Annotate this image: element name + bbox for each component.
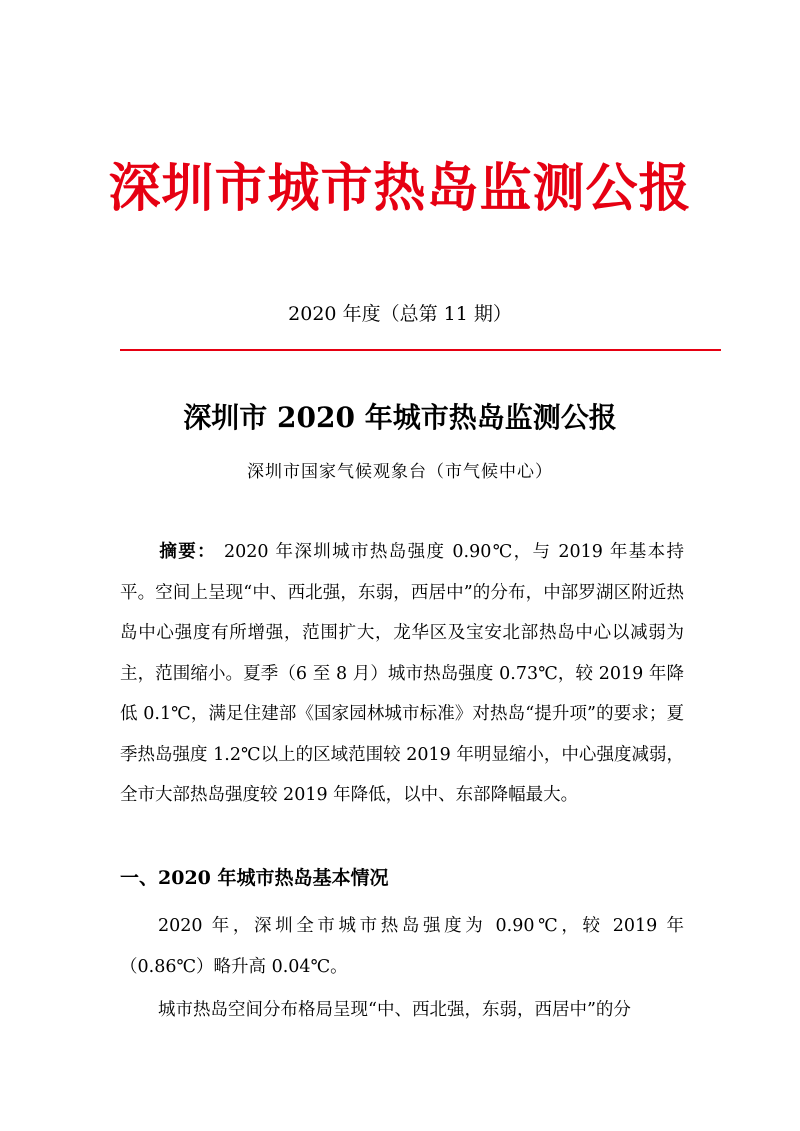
body-paragraph: 城市热岛空间分布格局呈现“中、西北强，东弱，西居中”的分 xyxy=(158,1000,631,1020)
abstract-paragraph xyxy=(120,532,684,816)
section-heading: 一、2020 年城市热岛基本情况 xyxy=(120,867,389,889)
abstract-label: 摘要： xyxy=(158,542,217,562)
report-title: 深圳市 2020 年城市热岛监测公报 xyxy=(183,401,617,434)
author-organization: 深圳市国家气候观象台（市气候中心） xyxy=(247,462,553,482)
main-title: 深圳市城市热岛监测公报 xyxy=(108,158,692,219)
abstract-text: 2020 年深圳城市热岛强度 0.90℃，与 2019 年基本持平。空间上呈现“中、西北强，东弱，西居中”的分布，中部罗湖区附近热岛中心强度有所增强，范围扩大，龙华区及宝安北部热岛中心以减弱为主，范围缩小。夏季（6 至 8 月）城市热岛强度 0.73℃，较 2019 年降低 0.1℃，满足住建部《国家园林城市标准》对热岛“提升项”的要求；夏季热岛强度 1.2℃以上的区域范围较 2019 年明显缩小，中心强度减弱，全市大部热岛强度较 2019 年降低，以中、东部降幅最大。 xyxy=(120,542,684,805)
body-paragraph: 2020 年，深圳全市城市热岛强度为 0.90℃，较 2019 年（0.86℃）略升高 0.04℃。 xyxy=(120,916,684,977)
red-divider-line xyxy=(120,349,721,351)
issue-number: 2020 年度（总第 11 期） xyxy=(288,303,512,325)
